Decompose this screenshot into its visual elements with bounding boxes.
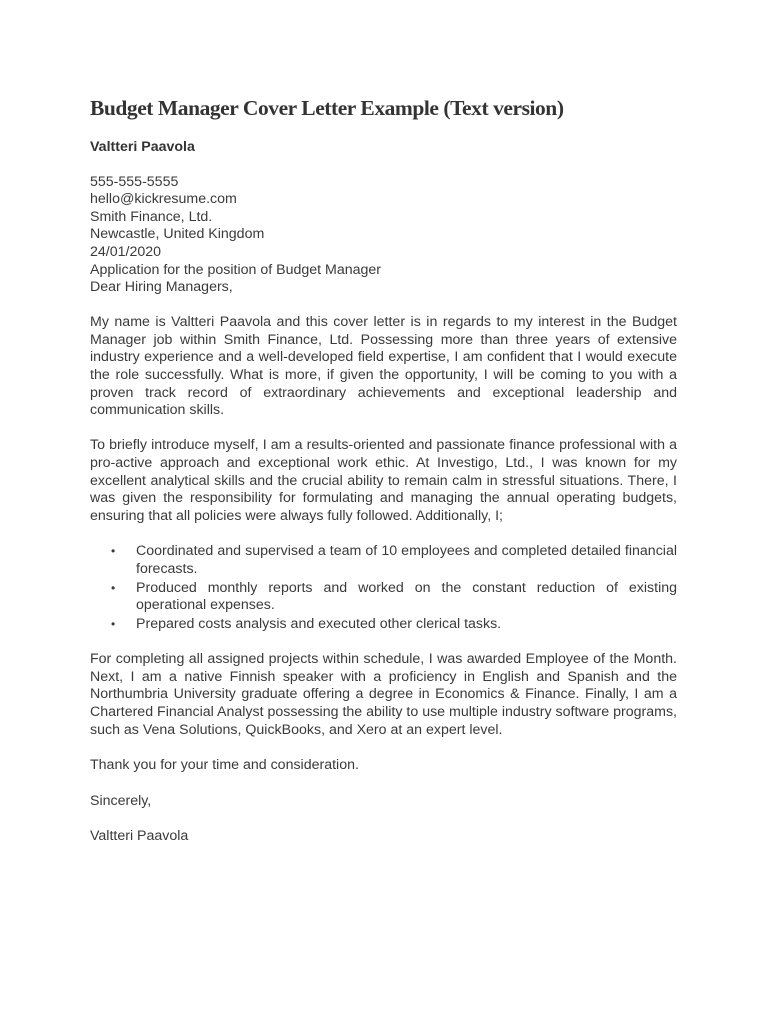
- bullet-icon: •: [111, 617, 116, 632]
- contact-block: [90, 174, 677, 297]
- body-paragraph-2: To briefly introduce myself, I am a results-oriented and passionate finance professional with a pro-active approach and exceptional work ethic. At Investigo, Ltd., I was known for my excellent analytical skills and the crucial ability to remain calm in stressful situations. There, I was given the responsibility for formulating and managing the annual operating budgets, ensuring that all policies were always fully followed. Additionally, I;: [90, 437, 677, 524]
- sender-name: Valtteri Paavola: [90, 139, 195, 155]
- thank-you-line: Thank you for your time and consideration.: [90, 757, 359, 774]
- body-paragraph-3: For completing all assigned projects within schedule, I was awarded Employee of the Month. Next, I am a native Finnish speaker with a proficiency in English and Spanish and the Northumbria University graduate offering a degree in Economics & Finance. Finally, I am a Chartered Financial Analyst possessing the ability to use multiple industry software programs, such as Vena Solutions, QuickBooks, and Xero at an expert level.: [90, 651, 677, 738]
- list-item: [90, 580, 677, 615]
- body-paragraph-1: My name is Valtteri Paavola and this cover letter is in regards to my interest in the Budget Manager job within Smith Finance, Ltd. Possessing more than three years of extensive industry experience and a well-developed field expertise, I am confident that I would execute the role successfully. What is more, if given the opportunity, I will be coming to you with a proven track record of extraordinary achievements and exceptional leadership and communication skills.: [90, 314, 677, 419]
- signature-name: Valtteri Paavola: [90, 828, 189, 845]
- list-item: [90, 543, 677, 578]
- document-title: Budget Manager Cover Letter Example (Text version): [90, 96, 564, 120]
- company-name: Smith Finance, Ltd.: [90, 208, 213, 225]
- letter-content: [90, 95, 677, 846]
- email-address: hello@kickresume.com: [90, 191, 237, 208]
- closing-line: Sincerely,: [90, 792, 152, 809]
- phone-number: 555-555-5555: [90, 173, 179, 190]
- list-item-text: Produced monthly reports and worked on the constant reduction of existing operational expenses.: [136, 579, 677, 614]
- achievement-list: [90, 543, 677, 633]
- list-item-text: Prepared costs analysis and executed other clerical tasks.: [136, 616, 502, 633]
- list-item: [90, 616, 677, 634]
- bullet-icon: •: [111, 544, 116, 559]
- subject-line: Application for the position of Budget Manager: [90, 261, 382, 278]
- location: Newcastle, United Kingdom: [90, 226, 265, 243]
- list-item-text: Coordinated and supervised a team of 10 employees and completed detailed financial forecasts.: [136, 543, 677, 577]
- salutation: Dear Hiring Managers,: [90, 279, 233, 296]
- letter-date: 24/01/2020: [90, 243, 162, 260]
- bullet-icon: •: [111, 580, 116, 595]
